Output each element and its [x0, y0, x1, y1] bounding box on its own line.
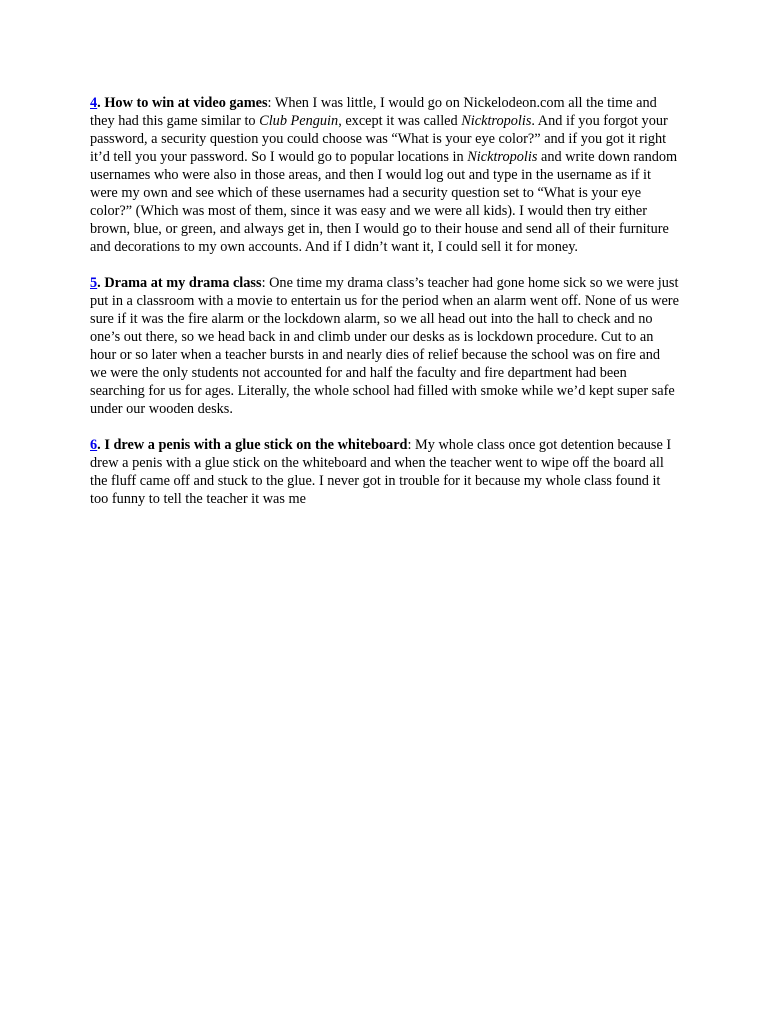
item-body-text: : My whole class once got detention because I drew a penis with a glue stick on the whiteboard and when the teacher went to wipe off the board all the fluff came off and stuck to the glue. I never got in trouble for it because my whole class found it too funny to tell the teacher it was me [90, 437, 672, 507]
item-title-punct: . [97, 95, 105, 111]
item-body-text: and write down random usernames who were also in those areas, and then I would log out and type in the username as if it were my own and see which of these usernames had a security question set to “What is your eye color?” (Which was most of them, since it was easy and we were all kids). I would then try either brown, blue, or green, and always get in, then I would go to their house and send all of their furniture and decorations to my own accounts. And if I didn’t want it, I could sell it for money. [90, 149, 678, 255]
item-number-link[interactable]: 5 [90, 275, 98, 291]
item-body-text: : One time my drama class’s teacher had gone home sick so we were just put in a classroom with a movie to entertain us for the period when an alarm went off. None of us were sure if it was the fire alarm or the lockdown alarm, so we all head out into the hall to check and no one’s out there, so we head back in and climb under our desks as is lockdown procedure. Cut to an hour or so later when a teacher bursts in and nearly dies of relief because the school was on fire and we were the only students not accounted for and half the faculty and fire department had been searching for us for ages. Literally, the whole school had filled with smoke while we’d kept super safe under our wooden desks. [90, 275, 679, 417]
item-title: I drew a penis with a glue stick on the whiteboard [104, 437, 408, 453]
item-body-text: : When I was little, I would go on Nickelodeon.com all the time and they had this game similar to [90, 95, 657, 129]
item-title: How to win at video games [104, 95, 268, 111]
item-number-link[interactable]: 6 [90, 437, 98, 453]
document-page [90, 94, 680, 526]
list-item [90, 94, 680, 256]
item-title: Drama at my drama class [104, 275, 262, 291]
item-body-italic: Nicktropolis [461, 113, 532, 129]
item-body-text: , except it was called [338, 113, 462, 129]
item-body-italic: Club Penguin [259, 113, 339, 129]
list-item [90, 436, 680, 508]
item-body-italic: Nicktropolis [467, 149, 538, 165]
item-title-punct: . [97, 437, 105, 453]
list-item [90, 274, 680, 418]
item-body-text: . And if you forgot your password, a security question you could choose was “What is your eye color?” and if you got it right it’d tell you your password. So I would go to popular locations in [90, 113, 668, 165]
item-number-link[interactable]: 4 [90, 95, 98, 111]
item-title-punct: . [97, 275, 105, 291]
